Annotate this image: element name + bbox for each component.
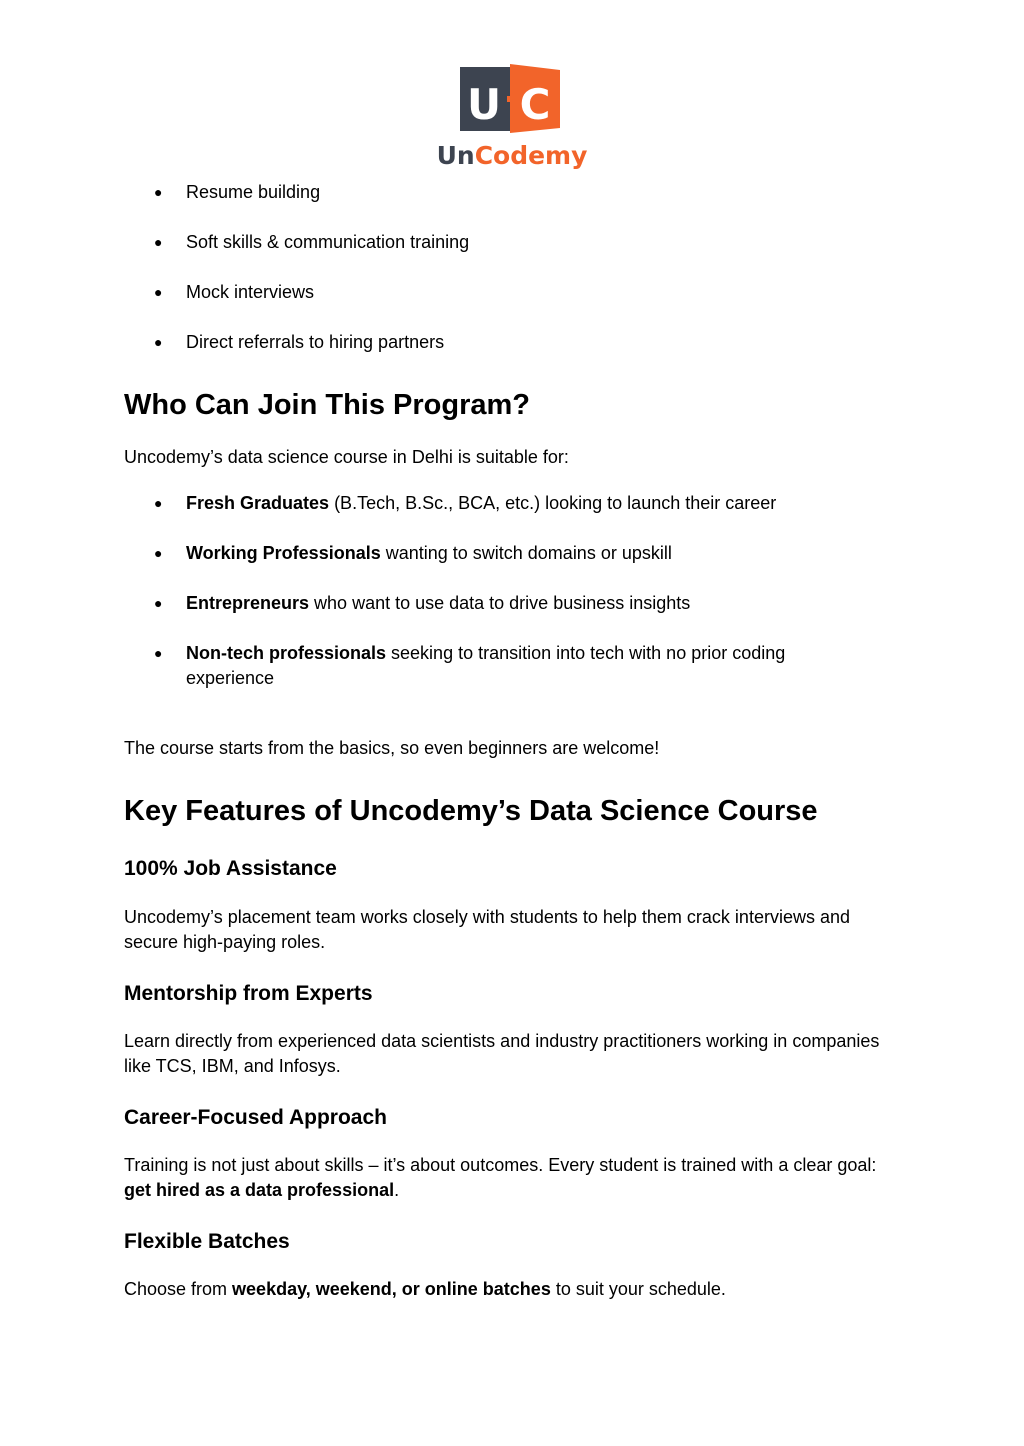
logo-mark-left: U [466, 80, 502, 129]
list-item-text: Direct referrals to hiring partners [186, 332, 445, 352]
bullet-icon: ● [154, 334, 163, 350]
list-item-text [186, 491, 846, 516]
feature-body: Training is not just about skills – it’s about outcomes. Every student is trained with a clear goal: get hired as a data professional. [124, 1155, 877, 1200]
bullet-icon: ● [154, 595, 163, 611]
list-item-text: Soft skills & communication training [186, 232, 470, 252]
who-can-join-heading: Who Can Join This Program? [124, 389, 531, 421]
bullet-icon: ● [154, 284, 163, 300]
logo-wordmark [437, 141, 588, 170]
logo-mark-right: C [519, 80, 551, 129]
logo-wordmark-un: Un [436, 141, 475, 170]
list-item-text [186, 541, 846, 566]
list-item-bold: Fresh Graduates [186, 493, 330, 513]
list-item-bold: Working Professionals [186, 543, 381, 563]
bullet-icon: ● [154, 545, 163, 561]
feature-title: 100% Job Assistance [124, 857, 337, 880]
list-item-text: Mock interviews [186, 282, 315, 302]
uncodemy-logo-mark [429, 64, 595, 172]
logo-wordmark-codemy: Codemy [474, 141, 588, 170]
list-item-text: Resume building [186, 182, 321, 202]
uncodemy-logo [429, 64, 595, 172]
feature-body: Choose from weekday, weekend, or online batches to suit your schedule. [124, 1279, 726, 1299]
feature-body: Uncodemy’s placement team works closely with students to help them crack interviews and secure high-paying roles. [124, 907, 850, 952]
bullet-icon: ● [154, 645, 163, 661]
feature-title: Career-Focused Approach [124, 1106, 387, 1129]
list-item-text [186, 591, 846, 616]
list-item-rest: seeking to transition into tech with no prior coding experience [186, 643, 786, 688]
feature-title: Flexible Batches [124, 1230, 290, 1253]
who-can-join-closing: The course starts from the basics, so even beginners are welcome! [124, 738, 660, 758]
bullet-icon: ● [154, 184, 163, 200]
list-item-bold: Entrepreneurs [186, 593, 310, 613]
feature-title: Mentorship from Experts [124, 982, 373, 1005]
list-item-rest: (B.Tech, B.Sc., BCA, etc.) looking to launch their career [329, 493, 777, 513]
feature-body: Learn directly from experienced data scientists and industry practitioners working in companies like TCS, IBM, and Infosys. [124, 1031, 880, 1076]
bullet-icon: ● [154, 234, 163, 250]
list-item-text [186, 641, 836, 691]
list-item-bold: Non-tech professionals [186, 643, 387, 663]
key-features-heading: Key Features of Uncodemy’s Data Science Course [124, 795, 818, 827]
bullet-icon: ● [154, 495, 163, 511]
list-item-rest: who want to use data to drive business insights [309, 593, 691, 613]
list-item-rest: wanting to switch domains or upskill [380, 543, 672, 563]
who-can-join-intro: Uncodemy’s data science course in Delhi is suitable for: [124, 447, 569, 467]
